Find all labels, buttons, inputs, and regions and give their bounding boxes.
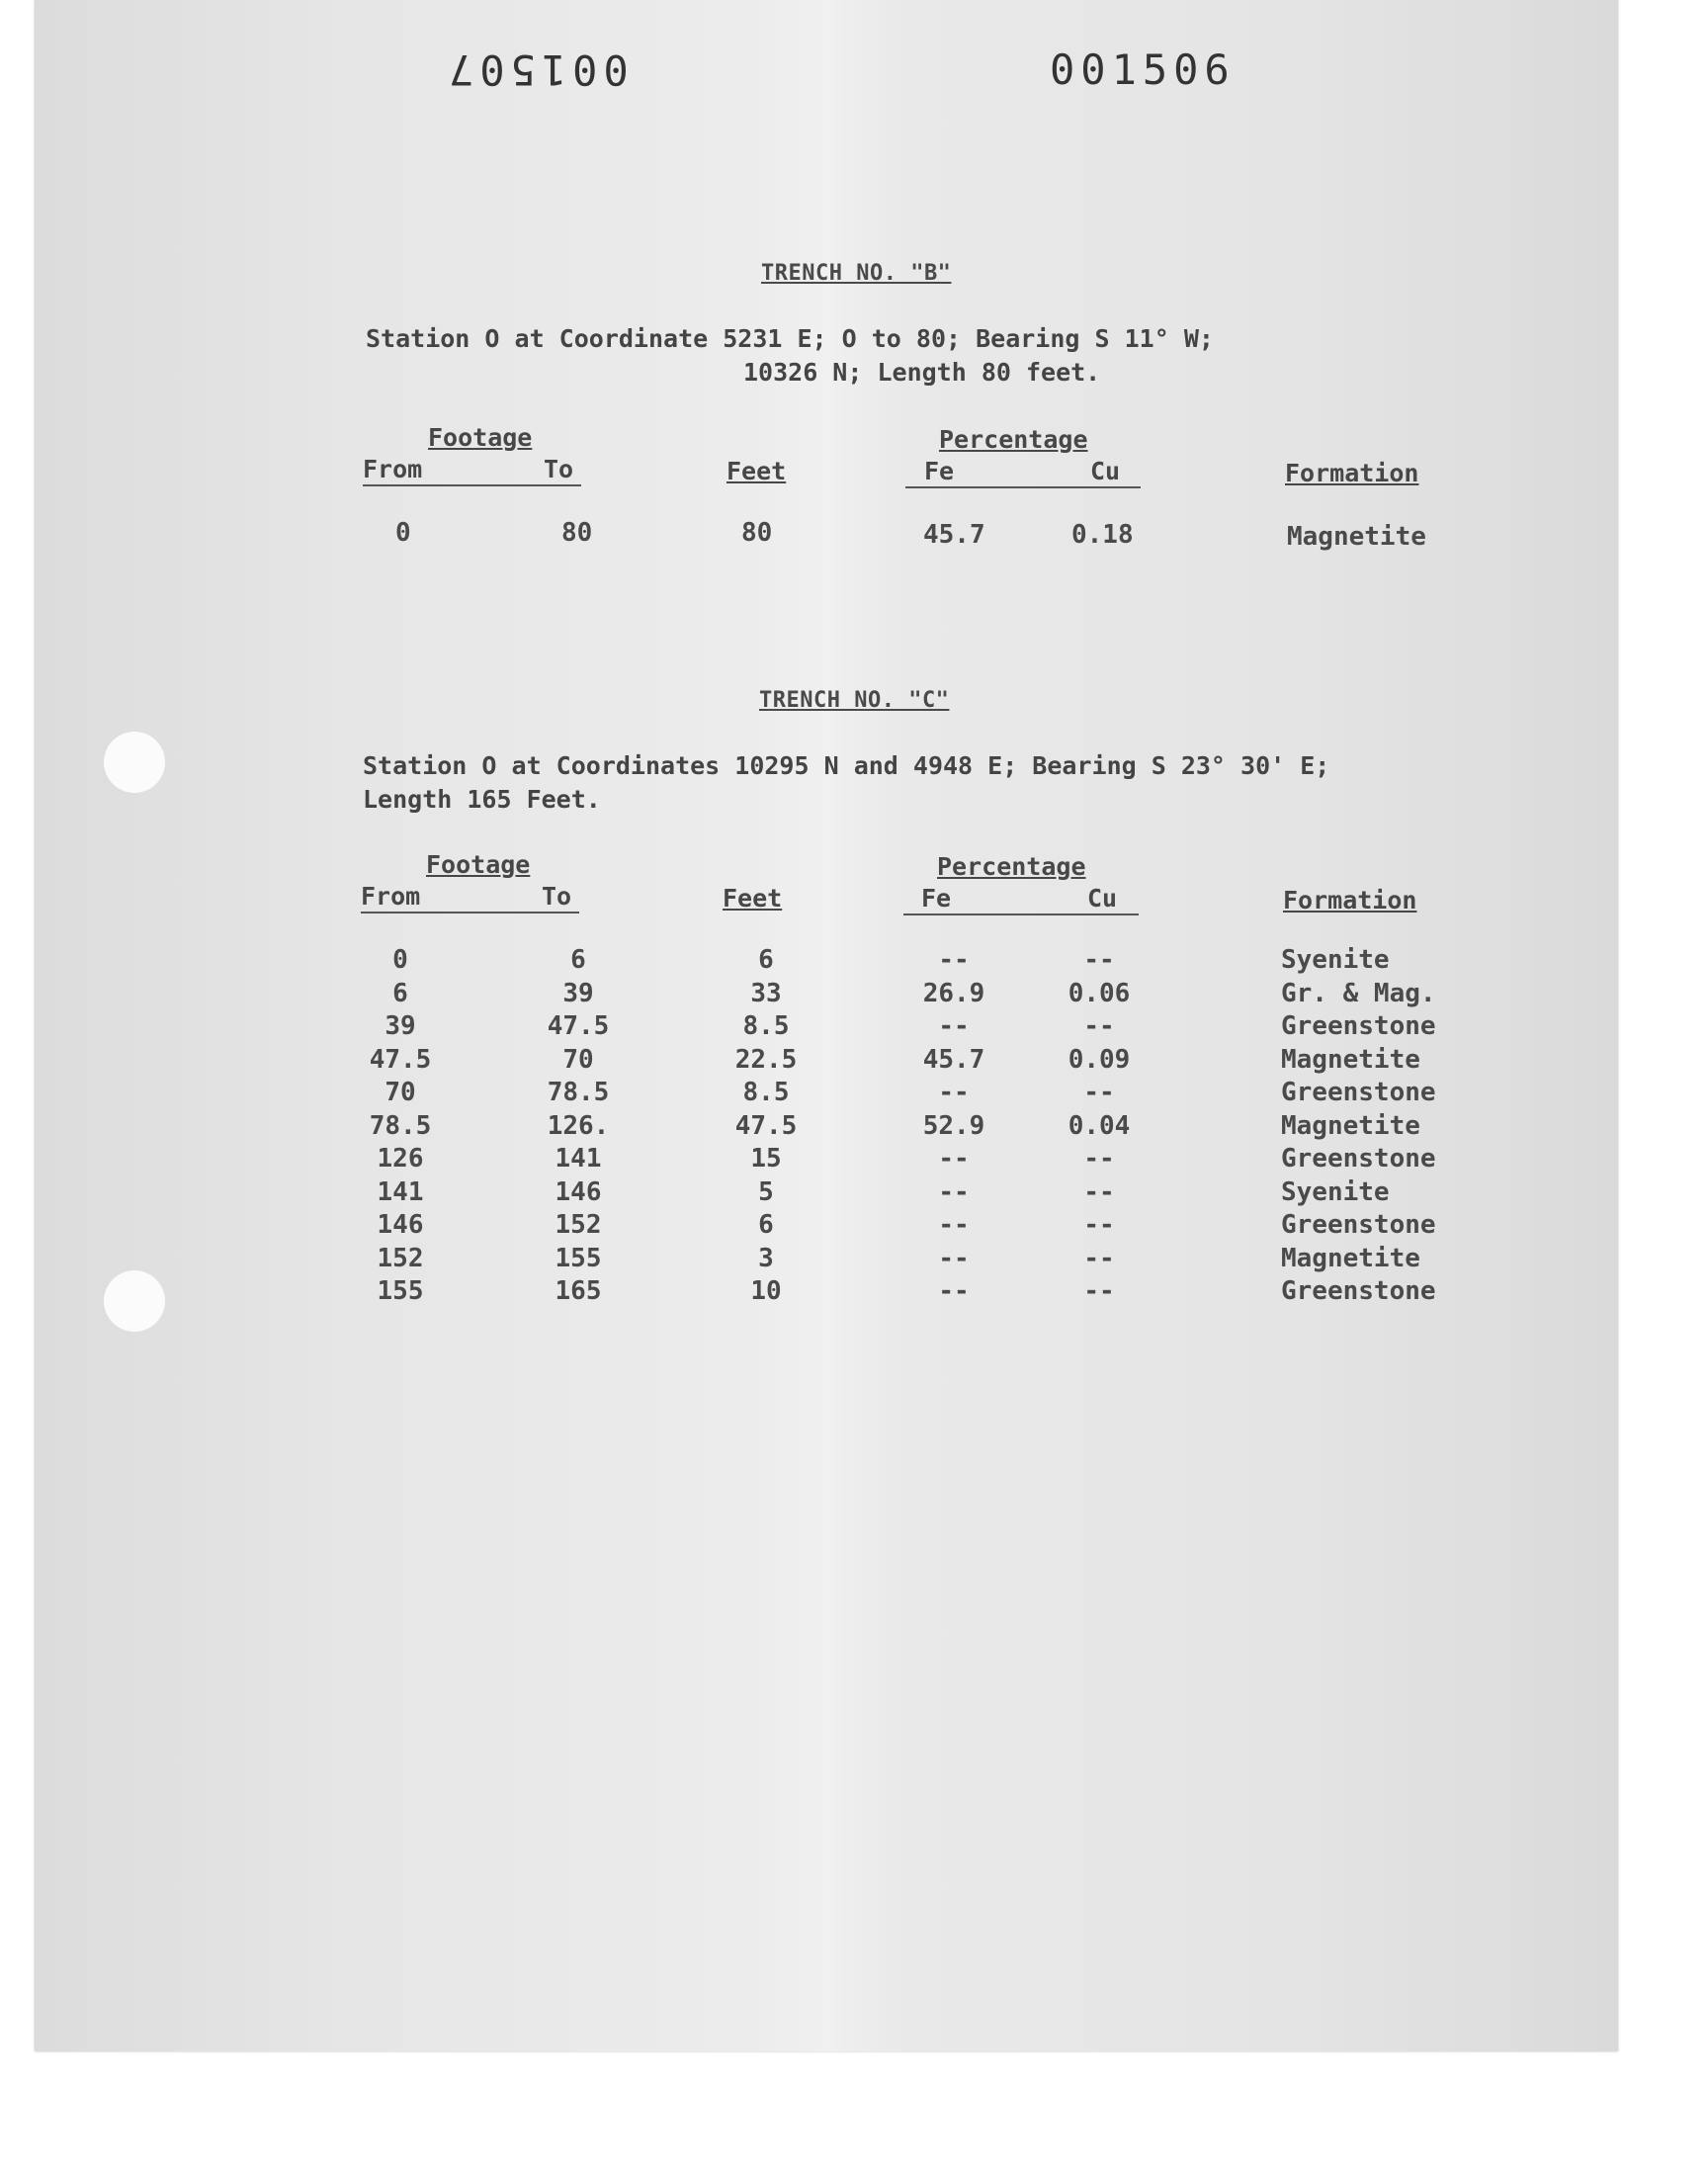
punch-hole bbox=[104, 1270, 165, 1332]
trench-c-cell-to: 39 bbox=[562, 978, 594, 1008]
trench-c-cell-feet: 8.5 bbox=[742, 1011, 790, 1041]
trench-c-cu-header: Cu bbox=[1087, 884, 1118, 913]
trench-c-cell-formation: Magnetite bbox=[1281, 1243, 1420, 1273]
stamp-number-left: 001507 bbox=[443, 45, 629, 94]
trench-c-feet-header: Feet bbox=[723, 884, 783, 913]
trench-c-cell-fe: -- bbox=[938, 1243, 970, 1273]
trench-c-desc-line2: Length 165 Feet. bbox=[363, 785, 601, 814]
trench-c-cell-formation: Syenite bbox=[1281, 945, 1390, 975]
trench-b-title: TRENCH NO. "B" bbox=[761, 261, 952, 286]
trench-c-cell-cu: 0.04 bbox=[1068, 1110, 1131, 1141]
trench-c-cell-feet: 22.5 bbox=[734, 1044, 798, 1075]
trench-c-cell-from: 78.5 bbox=[369, 1110, 432, 1141]
trench-c-percentage-header: Percentage bbox=[937, 852, 1086, 881]
trench-b-cu-header: Cu bbox=[1090, 457, 1121, 485]
trench-b-footage-rule bbox=[363, 484, 581, 486]
trench-c-cell-from: 70 bbox=[384, 1078, 416, 1107]
trench-c-title: TRENCH NO. "C" bbox=[759, 688, 950, 713]
trench-c-cell-to: 6 bbox=[570, 945, 586, 975]
trench-b-row-feet: 80 bbox=[741, 518, 773, 548]
trench-c-cell-from: 155 bbox=[377, 1276, 424, 1306]
punch-hole bbox=[104, 732, 165, 793]
trench-c-cell-to: 152 bbox=[555, 1210, 602, 1240]
trench-c-cell-from: 141 bbox=[377, 1176, 424, 1207]
trench-c-from-header: From bbox=[361, 882, 421, 911]
trench-c-cell-fe: -- bbox=[938, 945, 970, 975]
trench-c-cell-feet: 47.5 bbox=[734, 1110, 798, 1141]
trench-c-cell-to: 146 bbox=[555, 1176, 602, 1207]
trench-c-cell-formation: Greenstone bbox=[1281, 1011, 1436, 1041]
trench-c-cell-fe: -- bbox=[938, 1011, 970, 1041]
trench-b-to-header: To bbox=[544, 455, 574, 483]
trench-c-cell-formation: Gr. & Mag. bbox=[1281, 978, 1436, 1008]
trench-c-cell-cu: -- bbox=[1083, 1011, 1115, 1041]
trench-c-cell-cu: -- bbox=[1083, 1243, 1115, 1273]
trench-b-row-fe: 45.7 bbox=[923, 520, 985, 550]
trench-c-cell-feet: 3 bbox=[758, 1243, 774, 1273]
trench-c-cell-cu: -- bbox=[1083, 1210, 1115, 1240]
trench-c-cell-from: 126 bbox=[377, 1144, 424, 1174]
trench-c-cell-fe: 52.9 bbox=[922, 1110, 985, 1141]
trench-c-cell-from: 47.5 bbox=[369, 1044, 432, 1075]
trench-c-cell-to: 78.5 bbox=[547, 1078, 610, 1107]
trench-c-cell-feet: 8.5 bbox=[742, 1078, 790, 1107]
trench-c-cell-feet: 6 bbox=[758, 945, 774, 975]
trench-c-cell-formation: Syenite bbox=[1281, 1176, 1390, 1207]
trench-b-fe-header: Fe bbox=[924, 457, 955, 485]
trench-b-row-to: 80 bbox=[561, 518, 593, 548]
trench-c-percentage-rule bbox=[903, 914, 1139, 915]
trench-b-row-formation: Magnetite bbox=[1287, 522, 1426, 552]
trench-c-fe-header: Fe bbox=[921, 884, 952, 913]
trench-c-cell-feet: 6 bbox=[758, 1210, 774, 1240]
trench-c-cell-to: 70 bbox=[562, 1044, 594, 1075]
trench-c-cell-from: 152 bbox=[377, 1243, 424, 1273]
trench-b-from-header: From bbox=[363, 455, 423, 483]
trench-c-cell-fe: 45.7 bbox=[922, 1044, 985, 1075]
trench-c-cell-from: 0 bbox=[392, 945, 408, 975]
trench-c-cell-cu: -- bbox=[1083, 1144, 1115, 1174]
trench-c-cell-to: 47.5 bbox=[547, 1011, 610, 1041]
trench-c-cell-from: 39 bbox=[384, 1011, 416, 1041]
trench-c-cell-fe: -- bbox=[938, 1144, 970, 1174]
trench-c-cell-cu: -- bbox=[1083, 945, 1115, 975]
trench-c-footage-rule bbox=[361, 912, 579, 914]
trench-c-cell-cu: 0.09 bbox=[1068, 1044, 1131, 1075]
trench-c-cell-to: 155 bbox=[555, 1243, 602, 1273]
trench-b-footage-header: Footage bbox=[428, 423, 533, 452]
trench-c-desc-line1: Station O at Coordinates 10295 N and 4948 E; Bearing S 23° 30' E; bbox=[363, 751, 1330, 780]
trench-c-cell-to: 165 bbox=[555, 1276, 602, 1306]
trench-b-row-from: 0 bbox=[395, 518, 411, 548]
trench-c-cell-feet: 33 bbox=[750, 978, 782, 1008]
trench-c-cell-feet: 15 bbox=[750, 1144, 782, 1174]
trench-c-cell-feet: 5 bbox=[758, 1176, 774, 1207]
trench-c-cell-from: 146 bbox=[377, 1210, 424, 1240]
trench-c-formation-header: Formation bbox=[1283, 886, 1417, 914]
trench-c-cell-fe: -- bbox=[938, 1176, 970, 1207]
trench-c-cell-formation: Greenstone bbox=[1281, 1276, 1436, 1306]
trench-b-percentage-header: Percentage bbox=[939, 425, 1088, 454]
trench-b-formation-header: Formation bbox=[1285, 459, 1419, 487]
trench-b-desc-line2: 10326 N; Length 80 feet. bbox=[743, 358, 1101, 387]
trench-c-cell-cu: -- bbox=[1083, 1078, 1115, 1107]
trench-c-cell-cu: -- bbox=[1083, 1176, 1115, 1207]
trench-c-cell-fe: -- bbox=[938, 1078, 970, 1107]
trench-b-feet-header: Feet bbox=[726, 457, 787, 485]
trench-c-cell-cu: -- bbox=[1083, 1276, 1115, 1306]
trench-b-row-cu: 0.18 bbox=[1071, 520, 1134, 550]
trench-c-cell-formation: Greenstone bbox=[1281, 1078, 1436, 1107]
trench-c-cell-from: 6 bbox=[392, 978, 408, 1008]
trench-c-cell-fe: -- bbox=[938, 1210, 970, 1240]
trench-b-percentage-rule bbox=[905, 486, 1141, 488]
trench-c-cell-fe: -- bbox=[938, 1276, 970, 1306]
trench-c-cell-formation: Magnetite bbox=[1281, 1044, 1420, 1075]
trench-c-footage-header: Footage bbox=[426, 850, 531, 879]
trench-c-cell-fe: 26.9 bbox=[922, 978, 985, 1008]
stamp-number-right: 001506 bbox=[1050, 45, 1236, 94]
trench-c-cell-to: 141 bbox=[555, 1144, 602, 1174]
trench-c-cell-formation: Greenstone bbox=[1281, 1210, 1436, 1240]
trench-c-to-header: To bbox=[542, 882, 572, 911]
trench-c-cell-to: 126. bbox=[547, 1110, 610, 1141]
trench-c-cell-feet: 10 bbox=[750, 1276, 782, 1306]
trench-c-cell-formation: Magnetite bbox=[1281, 1110, 1420, 1141]
trench-b-desc-line1: Station O at Coordinate 5231 E; O to 80; Bearing S 11° W; bbox=[366, 324, 1214, 353]
trench-c-cell-cu: 0.06 bbox=[1068, 978, 1131, 1008]
trench-c-cell-formation: Greenstone bbox=[1281, 1144, 1436, 1174]
